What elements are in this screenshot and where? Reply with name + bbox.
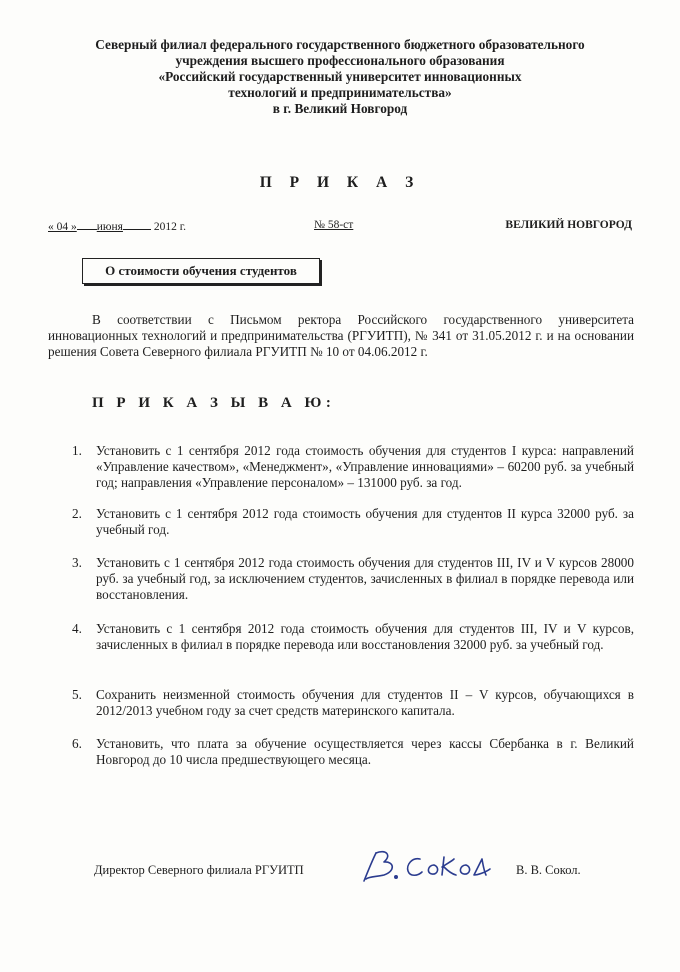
order-item [60,506,634,538]
header-line: «Российский государственный университет инновационных [158,69,522,84]
item-number: 4. [72,621,82,636]
header-line: в г. Великий Новгород [272,101,408,116]
header-line: учреждения высшего профессионального образования [175,53,505,68]
date-day: « 04 » [48,221,77,233]
date-year: 2012 г. [153,221,186,233]
item-text: Сохранить неизменной стоимость обучения для студентов II – V курсов, обучающихся в 2012/2013 учебном году за счет средств материнского капитала. [96,687,634,718]
item-text: Установить с 1 сентября 2012 года стоимость обучения для студентов I курса: направлений «Управление качеством», «Менеджмент», «Управление инновациями» – 60200 руб. за учебный год; направления «Управление персоналом» – 131000 руб. за год. [96,443,634,490]
order-item [60,736,634,768]
order-subject: О стоимости обучения студентов [82,258,320,284]
order-item [60,443,634,491]
signatory-title: Директор Северного филиала РГУИТП [94,863,304,877]
item-text: Установить, что плата за обучение осуществляется через кассы Сбербанка в г. Великий Новгород до 10 числа предшествующего месяца. [96,736,634,767]
header-line: Северный филиал федерального государственного бюджетного образовательного [95,37,585,52]
order-city: ВЕЛИКИЙ НОВГОРОД [505,219,632,231]
order-number: № 58-ст [314,219,354,231]
date-month: июня [96,221,123,233]
order-item [60,621,634,653]
item-number: 1. [72,443,82,458]
item-number: 3. [72,555,82,570]
item-number: 6. [72,736,82,751]
handwritten-signature [362,845,492,885]
item-number: 5. [72,687,82,702]
order-item [60,555,634,603]
signatory-name: В. В. Сокол. [516,863,581,877]
order-directive-heading: П Р И К А З Ы В А Ю: [92,395,336,411]
order-preamble: В соответствии с Письмом ректора Российского государственного университета инновационных технологий и предпринимательства (РГУИТП), № 341 от 31.05.2012 г. и на основании решения Совета Северного филиала РГУИТП № 10 от 04.06.2012 г. [48,312,634,359]
item-number: 2. [72,506,82,521]
item-text: Установить с 1 сентября 2012 года стоимость обучения для студентов III, IV и V курсов 28000 руб. за учебный год, за исключением студентов, зачисленных в филиал в порядке перевода или восстановления. [96,555,634,602]
document-title: П Р И К А З [259,174,421,191]
item-text: Установить с 1 сентября 2012 года стоимость обучения для студентов II курса 32000 руб. за учебный год. [96,506,634,537]
item-text: Установить с 1 сентября 2012 года стоимость обучения для студентов III, IV и V курсов, зачисленных в филиал в порядке перевода или восстановления 32000 руб. за учебный год. [96,621,634,652]
header-line: технологий и предпринимательства» [228,85,452,100]
order-item [60,687,634,719]
